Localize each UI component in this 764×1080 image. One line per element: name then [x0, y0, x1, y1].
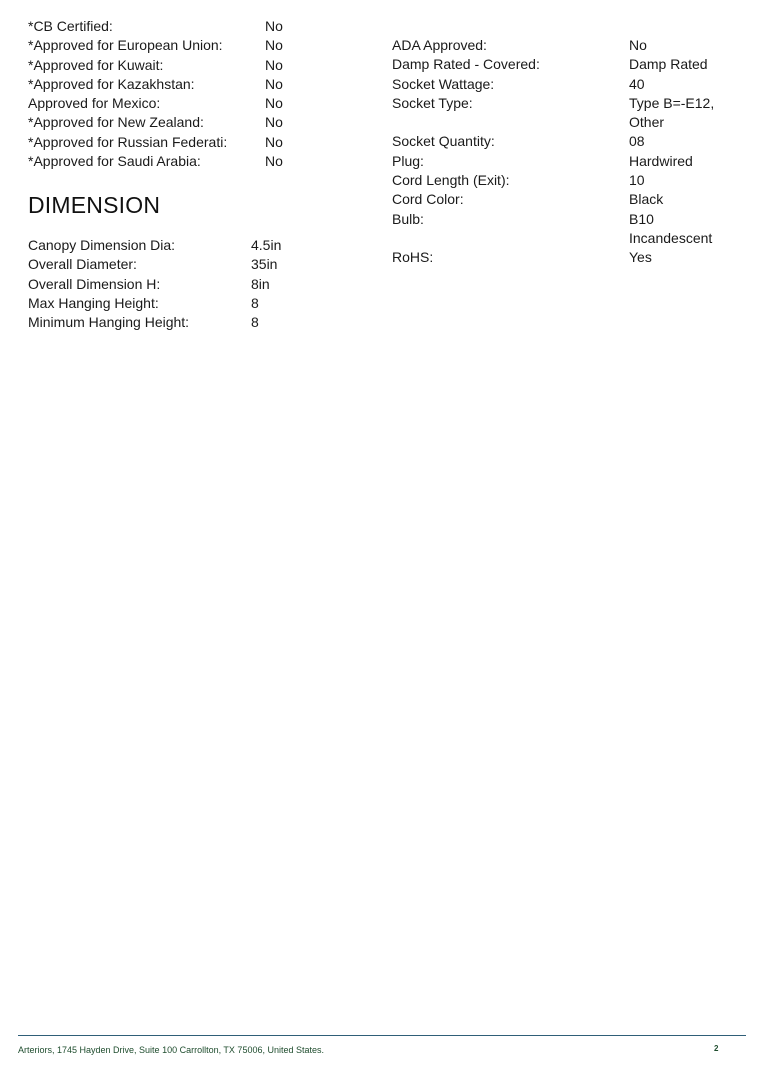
spec-label: *Approved for European Union: [28, 37, 223, 54]
dimension-row-overall-diameter [28, 255, 368, 274]
dimension-value: 8 [251, 314, 259, 331]
dimension-label: Max Hanging Height: [28, 294, 159, 311]
spec-row-approved-mexico [28, 94, 368, 113]
spec-value: 10 [629, 172, 645, 189]
spec-row-socket-wattage [392, 75, 742, 94]
spec-label: Socket Type: [392, 94, 473, 111]
spec-value: No [265, 56, 283, 73]
spec-value: No [265, 153, 283, 170]
spec-value: Type B=-E12, [629, 94, 715, 111]
spec-value: No [265, 95, 283, 112]
spec-label: *Approved for Kuwait: [28, 56, 164, 73]
spec-value: Yes [629, 249, 652, 266]
spec-row-rohs [392, 248, 742, 267]
dimension-label: Overall Dimension H: [28, 275, 161, 292]
spec-row-approved-russia [28, 133, 368, 152]
spec-label: Cord Color: [392, 191, 464, 208]
page-number: 2 [714, 1044, 719, 1053]
dimension-value: 8 [251, 294, 259, 311]
spec-row-approved-eu [28, 36, 368, 55]
spec-label: Socket Quantity: [392, 133, 495, 150]
spec-value-continued: Incandescent [629, 229, 713, 246]
spec-label: *Approved for Saudi Arabia: [28, 153, 201, 170]
spec-value-continued: Other [629, 114, 665, 131]
specs-list [392, 36, 742, 266]
spec-row-approved-saudi-arabia [28, 152, 368, 171]
dimension-value: 35in [251, 256, 278, 273]
spec-value: No [629, 37, 647, 53]
dimension-list [28, 236, 368, 332]
spec-row-bulb-continued [392, 229, 742, 248]
spec-value: No [265, 75, 283, 92]
spec-label: Bulb: [392, 210, 424, 227]
spec-label: Cord Length (Exit): [392, 172, 510, 189]
spec-row-cord-length [392, 171, 742, 190]
dimension-value: 8in [251, 275, 270, 292]
spec-label: *Approved for Russian Federati: [28, 133, 228, 150]
dimension-row-max-hanging-height [28, 294, 368, 313]
spec-value: No [265, 114, 283, 131]
spec-row-socket-type-continued [392, 113, 742, 132]
spec-value: 08 [629, 133, 645, 150]
spec-row-ada-approved [392, 36, 742, 55]
spec-row-damp-rated [392, 55, 742, 74]
spec-row-bulb [392, 210, 742, 229]
dimension-label: Overall Diameter: [28, 256, 137, 273]
spec-row-socket-type [392, 94, 742, 113]
spec-label: *Approved for New Zealand: [28, 114, 204, 131]
spec-value: No [265, 18, 283, 34]
spec-row-socket-quantity [392, 132, 742, 151]
spec-row-approved-kazakhstan [28, 75, 368, 94]
spec-row-plug [392, 152, 742, 171]
spec-row-cb-certified [28, 17, 368, 36]
spec-label: Socket Wattage: [392, 75, 495, 92]
dimension-row-min-hanging-height [28, 313, 368, 332]
spec-row-approved-new-zealand [28, 113, 368, 132]
spec-label: ADA Approved: [392, 37, 487, 53]
certifications-list [28, 17, 368, 171]
spec-value: No [265, 133, 283, 150]
spec-value: B10 [629, 210, 654, 227]
spec-value: No [265, 37, 283, 54]
footer-divider [18, 1035, 746, 1036]
spec-label: *Approved for Kazakhstan: [28, 75, 195, 92]
dimension-label: Canopy Dimension Dia: [28, 237, 176, 253]
dimension-row-canopy-dia [28, 236, 368, 255]
spec-value: 40 [629, 75, 645, 92]
spec-value: Hardwired [629, 152, 693, 169]
spec-row-approved-kuwait [28, 56, 368, 75]
spec-label: RoHS: [392, 249, 434, 266]
spec-value: Damp Rated [629, 56, 708, 73]
spec-label: Approved for Mexico: [28, 95, 161, 112]
dimension-value: 4.5in [251, 237, 282, 253]
dimension-label: Minimum Hanging Height: [28, 314, 190, 331]
spec-label: *CB Certified: [28, 18, 113, 34]
spec-value: Black [629, 191, 664, 208]
dimension-row-overall-height [28, 275, 368, 294]
spec-label: Damp Rated - Covered: [392, 56, 540, 73]
footer-address: Arteriors, 1745 Hayden Drive, Suite 100 Carrollton, TX 75006, United States. [18, 1045, 324, 1055]
dimension-heading: DIMENSION [28, 192, 161, 218]
spec-row-cord-color [392, 190, 742, 209]
spec-label: Plug: [392, 152, 424, 169]
